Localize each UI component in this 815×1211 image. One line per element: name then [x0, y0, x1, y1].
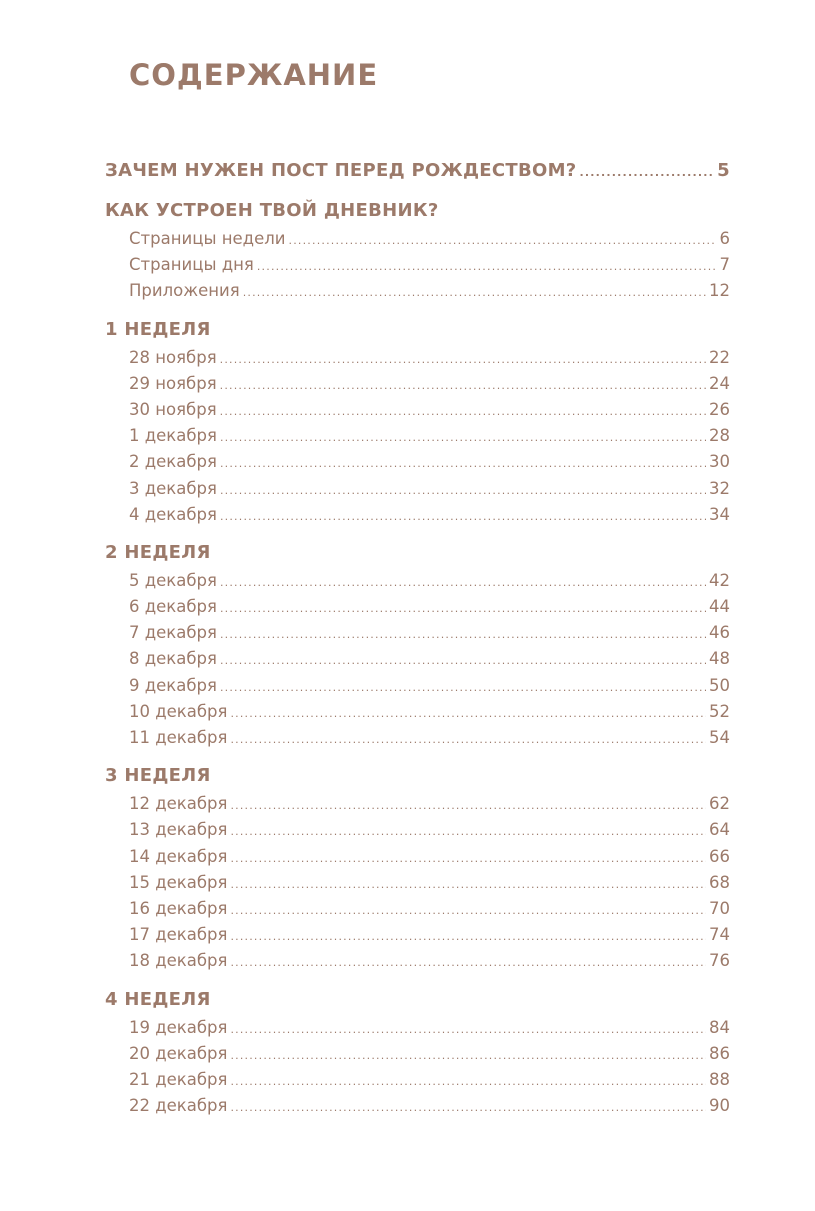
toc-entry-label: 20 декабря [129, 1043, 228, 1063]
table-of-contents [105, 156, 730, 1119]
page-title: СОДЕРЖАНИЕ [129, 58, 379, 92]
dot-leader [257, 254, 717, 280]
toc-entry-label: 16 декабря [129, 898, 228, 918]
toc-entry[interactable] [105, 568, 730, 594]
dot-leader [230, 1017, 706, 1043]
dot-leader [230, 1069, 706, 1095]
toc-page-number: 74 [709, 925, 730, 945]
toc-entry-label: 6 декабря [129, 597, 217, 617]
toc-entry-label: 15 декабря [129, 872, 228, 892]
toc-entry-label: 3 декабря [129, 478, 217, 498]
toc-entry-label: 11 декабря [129, 728, 228, 747]
toc-entry[interactable] [105, 371, 730, 397]
toc-entry[interactable] [105, 817, 730, 843]
toc-entry-label: 4 декабря [129, 504, 217, 524]
section-heading: 4 НЕДЕЛЯ [105, 988, 211, 1010]
toc-section-week-4 [105, 985, 730, 1120]
dot-leader [230, 1095, 706, 1121]
toc-page-number: 12 [709, 281, 730, 301]
toc-entry[interactable] [105, 725, 730, 751]
toc-page-number: 48 [709, 649, 730, 669]
dot-leader [230, 819, 706, 845]
toc-entry[interactable] [105, 948, 730, 974]
toc-entry[interactable] [105, 791, 730, 817]
dot-leader [580, 158, 715, 188]
toc-entry[interactable] [105, 1041, 730, 1067]
toc-entry[interactable] [105, 594, 730, 620]
dot-leader [230, 898, 706, 924]
toc-entry-label: Страницы дня [129, 255, 254, 275]
toc-page-number: 7 [719, 255, 730, 275]
toc-page-number: 68 [709, 872, 730, 892]
toc-entry[interactable] [105, 278, 730, 304]
section-heading: 1 НЕДЕЛЯ [105, 318, 211, 340]
dot-leader [230, 872, 706, 898]
dot-leader [220, 373, 706, 399]
toc-page-number: 54 [709, 728, 730, 747]
section-heading: КАК УСТРОЕН ТВОЙ ДНЕВНИК? [105, 200, 439, 221]
section-heading: 3 НЕДЕЛЯ [105, 765, 211, 787]
toc-entry[interactable] [105, 870, 730, 896]
toc-entry-label: 29 ноября [129, 373, 217, 393]
toc-entry[interactable] [105, 226, 730, 252]
dot-leader [243, 280, 706, 306]
toc-entry[interactable] [105, 620, 730, 646]
toc-entry-label: ЗАЧЕМ НУЖЕН ПОСТ ПЕРЕД РОЖДЕСТВОМ? [105, 160, 577, 181]
toc-page-number: 28 [709, 426, 730, 446]
toc-entry-label: 21 декабря [129, 1069, 228, 1089]
toc-page-number: 30 [709, 452, 730, 472]
toc-page-number: 24 [709, 373, 730, 393]
toc-entry[interactable] [105, 1093, 730, 1119]
dot-leader [230, 793, 706, 819]
toc-page-number: 26 [709, 399, 730, 419]
toc-entry[interactable] [105, 345, 730, 371]
toc-page-number: 86 [709, 1043, 730, 1063]
dot-leader [220, 596, 706, 622]
dot-leader [220, 675, 706, 701]
toc-entry-label: 1 декабря [129, 426, 217, 446]
toc-entry-label: 2 декабря [129, 452, 217, 472]
toc-page-number: 64 [709, 820, 730, 840]
toc-page-number: 5 [717, 160, 730, 181]
toc-page-number: 34 [709, 504, 730, 524]
toc-page-number: 70 [709, 898, 730, 918]
toc-entry-label: 9 декабря [129, 675, 217, 695]
dot-leader [220, 478, 706, 504]
toc-entry[interactable] [105, 449, 730, 475]
toc-entry-label: 8 декабря [129, 649, 217, 669]
toc-entry[interactable] [105, 699, 730, 725]
toc-entry-label: 13 декабря [129, 820, 228, 840]
dot-leader [220, 425, 706, 451]
dot-leader [220, 347, 706, 373]
toc-entry-label: 19 декабря [129, 1017, 228, 1037]
dot-leader [230, 846, 706, 872]
dot-leader [230, 727, 706, 753]
dot-leader [220, 570, 706, 596]
dot-leader [220, 622, 706, 648]
dot-leader [220, 648, 706, 674]
toc-entry[interactable] [105, 476, 730, 502]
toc-page-number: 42 [709, 570, 730, 590]
dot-leader [220, 451, 706, 477]
toc-entry-label: 12 декабря [129, 794, 228, 814]
dot-leader [230, 1043, 706, 1069]
toc-entry-label: 7 декабря [129, 623, 217, 643]
dot-leader [220, 399, 706, 425]
toc-page-number: 52 [709, 701, 730, 721]
toc-entry-label: 30 ноября [129, 399, 217, 419]
toc-entry[interactable] [105, 1015, 730, 1041]
toc-entry[interactable] [105, 397, 730, 423]
toc-entry-label: 18 декабря [129, 951, 228, 971]
toc-entry-label: 14 декабря [129, 846, 228, 866]
toc-entry-intro[interactable] [105, 156, 730, 186]
toc-entry-label: 5 декабря [129, 570, 217, 590]
toc-page-number: 6 [719, 229, 730, 248]
toc-page-number: 32 [709, 478, 730, 498]
toc-page-number: 90 [709, 1096, 730, 1116]
dot-leader [289, 228, 717, 254]
toc-entry[interactable] [105, 423, 730, 449]
toc-entry-label: 17 декабря [129, 925, 228, 945]
toc-section-week-1 [105, 315, 730, 528]
toc-entry[interactable] [105, 673, 730, 699]
toc-page-number: 44 [709, 597, 730, 617]
toc-section-week-3 [105, 761, 730, 974]
toc-page-number: 22 [709, 347, 730, 367]
toc-entry-label: Страницы недели [129, 229, 286, 248]
toc-page-number: 76 [709, 951, 730, 971]
toc-page-number: 66 [709, 846, 730, 866]
toc-entry-label: Приложения [129, 281, 240, 301]
section-heading: 2 НЕДЕЛЯ [105, 541, 211, 563]
toc-entry-label: 10 декабря [129, 701, 228, 721]
toc-entry[interactable] [105, 896, 730, 922]
dot-leader [230, 924, 706, 950]
toc-section-week-2 [105, 538, 730, 751]
toc-entry[interactable] [105, 252, 730, 278]
toc-entry[interactable] [105, 502, 730, 528]
toc-entry[interactable] [105, 646, 730, 672]
toc-page-number: 84 [709, 1017, 730, 1037]
dot-leader [230, 701, 706, 727]
toc-page-number: 62 [709, 794, 730, 814]
toc-page-number: 46 [709, 623, 730, 643]
toc-entry-label: 28 ноября [129, 347, 217, 367]
dot-leader [230, 950, 706, 976]
toc-entry[interactable] [105, 922, 730, 948]
toc-section-diary [105, 196, 730, 305]
toc-entry[interactable] [105, 844, 730, 870]
toc-page-number: 88 [709, 1069, 730, 1089]
dot-leader [220, 504, 706, 530]
toc-page-number: 50 [709, 675, 730, 695]
toc-entry-label: 22 декабря [129, 1096, 228, 1116]
toc-entry[interactable] [105, 1067, 730, 1093]
